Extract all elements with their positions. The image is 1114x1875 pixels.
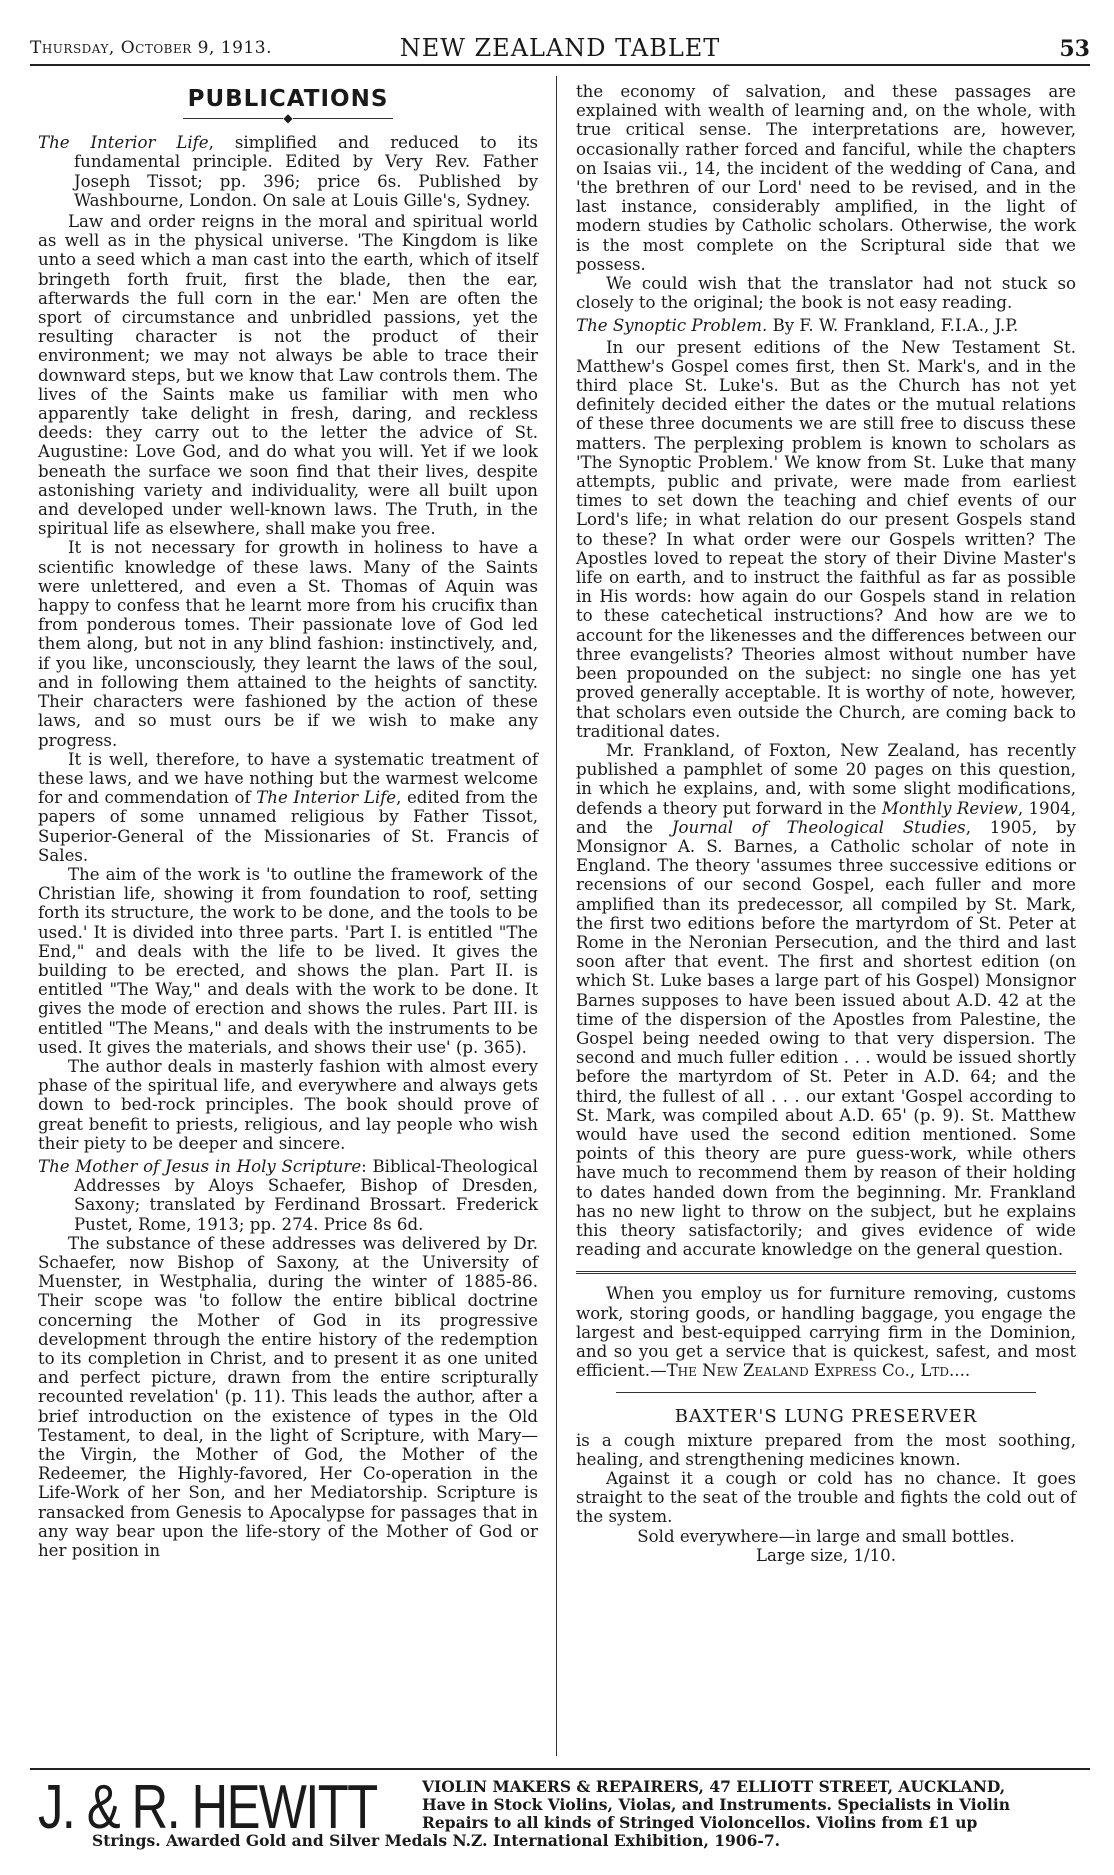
paragraph: the economy of salvation, and these passages are explained with wealth of learning and, on the whole, with true critical sense. The interpretations are, however, occasionally rather forced and fanciful, while the chapters on Isaias vii., 14, the incident of the wedding of Cana, and 'the brethren of our Lord' need to be revised, and in the last instance, considerably amplified, in the light of modern studies by Catholic scholars. Otherwise, the work is the most complete on the Scriptural side that we possess. bbox=[576, 82, 1076, 274]
advertiser-name: J. & R. HEWITT bbox=[38, 1773, 377, 1842]
advertisement-title: BAXTER'S LUNG PRESERVER bbox=[674, 1406, 978, 1428]
book-details: : Biblical-Theological Addresses by Aloys Schaefer, Bishop of Dresden, Saxony; translated by Ferdinand Brossart. Frederick Pustet, Rome, 1913; pp. 274. Price 8s 6d. bbox=[74, 1156, 538, 1234]
book-title: The Synoptic Problem. bbox=[576, 316, 768, 336]
paragraph: The substance of these addresses was delivered by Dr. Schaefer, now Bishop of Saxony, at the University of Muenster, in Westphalia, during the winter of 1885-86. Their scope was 'to follow the entire biblical doctrine concerning the Mother of God in its progressive development through the entire history of the redemption to its completion in Christ, and to present it as one united and perfect picture, drawn from the entire scripturally recounted revelation' (p. 11). This leads the author, after a brief introduction on the existence of types in the Old Testament, to deal, in the light of Scripture, with Mary—the Virgin, the Mother of God, the Mother of the Redeemer, the Highly-favored, Her Co-operation in the Life-Work of her Son, and her Mediatorship. Scripture is ransacked from Genesis to Apocalypse for passages that in any way bear upon the life-story of the Mother of God or her position in bbox=[38, 1233, 538, 1561]
column-divider bbox=[556, 76, 557, 1756]
book-entry-mother-of-jesus bbox=[38, 1157, 538, 1234]
paragraph: We could wish that the translator had not stuck so closely to the original; the book is not easy reading. bbox=[576, 274, 1076, 313]
hewitt-advertisement bbox=[30, 1768, 1090, 1860]
title-ornament: ◆ bbox=[38, 111, 538, 125]
section-title: PUBLICATIONS bbox=[187, 86, 389, 112]
issue-date: Thursday, October 9, 1913. bbox=[30, 38, 272, 58]
paragraph: Mr. Frankland, of Foxton, New Zealand, has recently published a pamphlet of some 20 pages on this question, in which he explains, and, with some slight modifications, defends a theory put forward in the Monthly Review, 1904, and the Journal of Theological Studies, 1905, by Monsignor A. S. Barnes, a Catholic scholar of note in England. The theory 'assumes three successive editions or recensions of our second Gospel, each fuller and more amplified than its predecessor, all compiled by St. Mark, the first two editions before the martyrdom of St. Peter at Rome in the Neronian Persecution, and the third and last soon after that event. The first and shortest edition (on which St. Luke bases a large part of his Gospel) Monsignor Barnes supposes to have been issued about A.D. 42 at the time of the dispersion of the Apostles from Palestine, the Gospel being needed owing to that very dispersion. The second and much fuller edition . . . would be issued shortly before the martyrdom of St. Peter in A.D. 64; and the third, the fullest of all . . . our extant 'Gospel according to St. Mark, was compiled about A.D. 65' (p. 9). St. Matthew would have used the second edition mentioned. Some points of this theory are pure guess-work, while others have much to recommend them by reason of their holding to dates handed down from the beginning. Mr. Frankland has no new light to throw on the subject, but he explains this theory satisfactorily; and gives evidence of wide reading and accurate knowledge on the general question. bbox=[576, 740, 1076, 1260]
page-header bbox=[30, 34, 1090, 66]
page-number: 53 bbox=[1059, 36, 1090, 62]
book-details: , simplified and reduced to its fundamental principle. Edited by Very Rev. Father Joseph Tissot; pp. 396; price 6s. Published by Washbourne, London. On sale at Louis Gille's, Sydney. bbox=[74, 133, 538, 210]
newspaper-title: NEW ZEALAND TABLET bbox=[399, 34, 721, 62]
advertisement-text: Sold everywhere—in large and small bottles. bbox=[637, 1526, 1015, 1546]
paragraph: It is not necessary for growth in holiness to have a scientific knowledge of these laws. Many of the Saints were unlettered, and even a St. Thomas of Aquin was happy to confess that he learnt more from his crucifix than from ponderous tomes. Their passionate love of God led them along, but not in any blind fashion: instinctively, and, if you like, unconsciously, they learnt the laws of the soul, and in following them attained to the heights of sanctity. Their characters were fashioned by the action of these laws, and so must ours be if we wish to make any progress. bbox=[38, 538, 538, 750]
book-title: The Mother of Jesus in Holy Scripture bbox=[38, 1156, 362, 1176]
paragraph: It is well, therefore, to have a systematic treatment of these laws, and we have nothing but the warmest welcome for and commendation of The Interior Life, edited from the papers of some unnamed religious by Father Tissot, Superior-General of the Missionaries of St. Francis of Sales. bbox=[38, 749, 538, 865]
advertisement-body: VIOLIN MAKERS & REPAIRERS, 47 ELLIOTT STREET, AUCKLAND, Have in Stock Violins, Violas, and Instruments. Specialists in Violin Repairs to all kinds of Stringed Violoncellos. Violins from £1 up Strings. Awarded Gold and Silver Medals N.Z. International Exhibition, 1906-7. bbox=[92, 1777, 1010, 1850]
rule bbox=[616, 1392, 1036, 1393]
book-title: The Interior Life bbox=[38, 133, 209, 153]
paragraph: In our present editions of the New Testament St. Matthew's Gospel comes first, then St. Mark's, and in the third place St. Luke's. But as the Church has not yet definitely decided either the dates or the mutual relations of these three documents we are still free to discuss these matters. The perplexing problem is known to scholars as 'The Synoptic Problem.' We know from St. Luke that many attempts, public and private, were made from earliest times to set down the teaching and chief events of our Lord's life; in what relation do our present Gospels stand to these? In what order were our Gospels written? The Apostles loved to repeat the story of their Divine Master's life on earth, and to instruct the faithful as far as possible in His words: how again do our Gospels stand in relation to these catechetical instructions? And how are we to account for the likenesses and the differences between our three evangelists? Theories almost without number have been propounded on the subject: no single one has yet proved generally acceptable. It is worthy of note, however, that scholars even outside the Church, are coming back to traditional dates. bbox=[576, 337, 1076, 741]
advertisement-text: is a cough mixture prepared from the most soothing, healing, and strengthening medicines known. bbox=[576, 1430, 1076, 1469]
paragraph: The author deals in masterly fashion with almost every phase of the spiritual life, and everywhere and always gets down to bed-rock principles. The book should prove of great benefit to priests, religious, and lay people who wish their piety to be deeper and sincere. bbox=[38, 1056, 538, 1153]
advertisement-text: Against it a cough or cold has no chance. It goes straight to the seat of the trouble and fights the cold out of the system. bbox=[576, 1469, 1076, 1527]
paragraph: Law and order reigns in the moral and spiritual world as well as in the physical universe. 'The Kingdom is like unto a seed which a man cast into the earth, which of itself bringeth forth fruit, first the blade, then the ear, afterwards the full corn in the ear.' Men are often the sport of circumstance and unbridled passions, yet the resulting character is not the product of their environment; we may not always be able to trace their downward steps, but we know that Law controls them. The lives of the Saints make us familiar with men who apparently take delight in fresh, daring, and reckless deeds: they carry out to the letter the advice of St. Augustine: Love God, and do what you will. Yet if we look beneath the surface we soon find that their lives, despite astonishing variety and individuality, were all built upon and developed under well-known laws. The Truth, in the spiritual life as elsewhere, shall make you free. bbox=[38, 212, 538, 539]
book-entry-interior-life bbox=[38, 133, 538, 210]
double-rule bbox=[576, 1271, 1076, 1274]
advertisement-price: Large size, 1/10. bbox=[755, 1545, 897, 1565]
book-entry-synoptic-problem bbox=[576, 316, 1076, 335]
book-details: By F. W. Frankland, F.I.A., J.P. bbox=[767, 316, 1019, 336]
paragraph: The aim of the work is 'to outline the framework of the Christian life, showing it from foundation to roof, setting forth its structure, the work to be done, and the tools to be used.' It is divided into three parts. 'Part I. is entitled "The End," and deals with the life to be lived. It gives the building to be erected, and shows the plan. Part II. is entitled "The Way," and deals with the work to be done. It gives the mode of erection and shows the rules. Part III. is entitled "The Means," and deals with the instruments to be used. It gives the materials, and shows their use' (p. 365). bbox=[38, 864, 538, 1057]
advertisement-express: When you employ us for furniture removing, customs work, storing goods, or handling baggage, you engage the largest and best-equipped carrying firm in the Dominion, and so you get a service that is quickest, safest, and most efficient.—The New Zealand Express Co., Ltd.... bbox=[576, 1284, 1076, 1381]
left-column bbox=[38, 82, 538, 1560]
right-column bbox=[576, 82, 1076, 1565]
